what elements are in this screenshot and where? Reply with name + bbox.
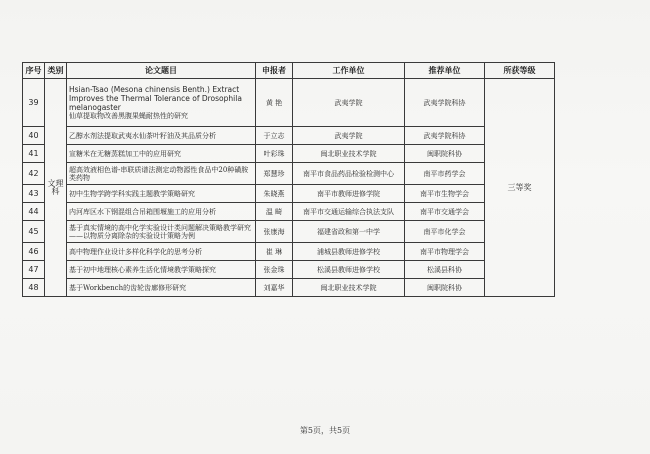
row-title: 基于真实情境的高中化学实验设计类问题解决策略教学研究——以物质分离除杂的实验设计策略为例	[67, 221, 256, 243]
table-row	[23, 243, 555, 261]
table-row	[23, 279, 555, 297]
row-recommender: 南平市交通学会	[405, 203, 485, 221]
row-no: 48	[23, 279, 45, 297]
row-author: 叶彩珠	[256, 145, 293, 163]
row-title: 内河库区水下钢混组合吊箱围堰施工的应用分析	[67, 203, 256, 221]
table-row	[23, 145, 555, 163]
category-cell: 文理科	[45, 79, 67, 297]
row-title: 乙醇水剂法提取武夷水仙茶叶籽油及其品质分析	[67, 127, 256, 145]
row-title	[67, 79, 256, 127]
table-row	[23, 185, 555, 203]
row-title-chinese: 仙草提取物改善黑腹果蝇耐热性的研究	[69, 111, 188, 120]
row-unit: 闽北职业技术学院	[293, 145, 405, 163]
row-recommender: 南平市药学会	[405, 163, 485, 185]
row-no: 43	[23, 185, 45, 203]
row-recommender: 南平市物理学会	[405, 243, 485, 261]
row-author: 崔 琳	[256, 243, 293, 261]
table-row	[23, 261, 555, 279]
row-author: 朱晓燕	[256, 185, 293, 203]
header-no: 序号	[23, 63, 45, 79]
row-unit: 南平市食品药品检验检测中心	[293, 163, 405, 185]
table-row	[23, 163, 555, 185]
row-recommender: 松溪县科协	[405, 261, 485, 279]
table-header-row	[23, 63, 555, 79]
table-row	[23, 221, 555, 243]
row-no: 44	[23, 203, 45, 221]
row-recommender: 南平市化学会	[405, 221, 485, 243]
row-unit: 南平市交通运输综合执法支队	[293, 203, 405, 221]
row-title: 初中生物学跨学科实践主题教学策略研究	[67, 185, 256, 203]
row-no: 40	[23, 127, 45, 145]
row-unit: 武夷学院	[293, 79, 405, 127]
row-no: 41	[23, 145, 45, 163]
row-unit: 浦城县教师进修学校	[293, 243, 405, 261]
row-author: 郑慧珍	[256, 163, 293, 185]
row-author: 温 畸	[256, 203, 293, 221]
row-unit: 福建省政和第一中学	[293, 221, 405, 243]
row-no: 42	[23, 163, 45, 185]
row-recommender: 南平市生物学会	[405, 185, 485, 203]
award-table	[22, 62, 555, 297]
row-author: 刘嘉华	[256, 279, 293, 297]
row-title: 高中物理作业设计多样化科学化的思考分析	[67, 243, 256, 261]
row-unit: 松溪县教师进修学校	[293, 261, 405, 279]
header-author: 申报者	[256, 63, 293, 79]
award-cell: 三等奖	[485, 79, 555, 297]
row-unit: 南平市教师进修学院	[293, 185, 405, 203]
row-title: 超高效液相色谱-串联质谱法测定动物源性食品中20种磺胺类药物	[67, 163, 256, 185]
table-row	[23, 127, 555, 145]
header-title: 论文题目	[67, 63, 256, 79]
row-recommender: 闽职院科协	[405, 279, 485, 297]
row-unit: 武夷学院	[293, 127, 405, 145]
row-unit: 闽北职业技术学院	[293, 279, 405, 297]
row-title: 宣糖米在无糖蒸糕加工中的应用研究	[67, 145, 256, 163]
row-author: 张康海	[256, 221, 293, 243]
header-recommender: 推荐单位	[405, 63, 485, 79]
row-no: 39	[23, 79, 45, 127]
row-no: 47	[23, 261, 45, 279]
award-table-container	[22, 62, 554, 297]
row-recommender: 武夷学院科协	[405, 79, 485, 127]
header-category: 类别	[45, 63, 67, 79]
row-author: 张金珠	[256, 261, 293, 279]
row-recommender: 闽职院科协	[405, 145, 485, 163]
page-number-footer: 第5页，共5页	[299, 426, 351, 435]
header-award: 所获等级	[485, 63, 555, 79]
table-row	[23, 79, 555, 127]
header-unit: 工作单位	[293, 63, 405, 79]
row-author: 黄 艳	[256, 79, 293, 127]
row-no: 46	[23, 243, 45, 261]
row-author: 于立志	[256, 127, 293, 145]
row-recommender: 武夷学院科协	[405, 127, 485, 145]
row-title-english: Hsian-Tsao (Mesona chinensis Benth.) Extract Improves the Thermal Tolerance of Drosophila melanogaster	[69, 84, 242, 112]
row-title: 基于初中地理核心素养生活化情境教学策略探究	[67, 261, 256, 279]
row-no: 45	[23, 221, 45, 243]
table-row	[23, 203, 555, 221]
row-title: 基于Workbench的齿轮齿廓修形研究	[67, 279, 256, 297]
